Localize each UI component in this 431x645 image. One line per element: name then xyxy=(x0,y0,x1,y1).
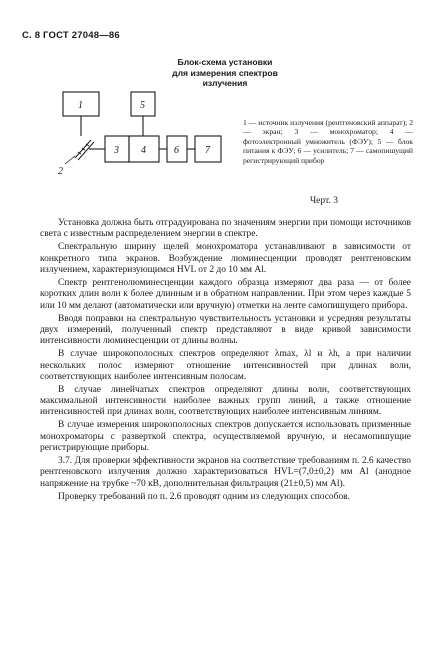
figure-label: Черт. 3 xyxy=(310,196,338,206)
screen-2 xyxy=(75,140,94,160)
screen-2-leader xyxy=(65,156,75,164)
body-text xyxy=(40,218,411,505)
paragraph: Вводя поправки на спектральную чувствительность установки и усредняя результаты двух измерений, полученный спектр представляют в виде кривой зависимости интенсивности люминесценции от длины волны. xyxy=(40,313,411,347)
paragraph: Проверку требований по п. 2.6 проводят одним из следующих способов. xyxy=(58,491,350,502)
paragraph: В случае широкополосных спектров определяют λmax, λl и λh, а при наличии нескольких полос измеряют отношение интенсивностей при длинах волн, соответствующих наиболее интенсивным полосам. xyxy=(40,349,411,382)
paragraph: Спектральную ширину щелей монохроматора устанавливают в зависимости от конкретного типа экранов. Возбуждение люминесценции проводят рентгеновским излучением, характеризующимся HVL от 2 до 10 мм Al. xyxy=(40,242,411,275)
block-3-label: 3 xyxy=(114,145,119,156)
paragraph: Установка должна быть отградуирована по значениям энергии при помощи источников света с известным распределением энергии в спектре. xyxy=(40,218,411,240)
figure-caption xyxy=(150,57,300,89)
block-6-label: 6 xyxy=(174,145,179,156)
paragraph: В случае линейчатых спектров определяют длины волн, соответствующих максимальной интенсивности наиболее важных групп линий, а также отношение интенсивностей при длинах волн, соответствующих наиболее интенсивным линиям. xyxy=(40,384,411,418)
caption-line: излучения xyxy=(202,78,248,88)
paragraph: Спектр рентгенолюминесценции каждого образца измеряют два раза — от более коротких длин волн к более длинным и в обратном направлении. При этом через каждые 5 или 10 мм делают (автоматически или вручную) отметки на ленте самопишущего прибора. xyxy=(40,277,411,311)
block-diagram xyxy=(45,88,245,188)
block-1-label: 1 xyxy=(78,100,83,111)
figure-legend: 1 — источник излучения (рентгеновский аппарат); 2 — экран; 3 — монохроматор; 4 — фотоэлектронный умножитель (ФЭУ); 5 — блок питания к ФЭУ; 6 — усилитель; 7 — самопишущий регистрирующий прибор xyxy=(243,118,413,165)
block-2-label: 2 xyxy=(58,166,63,177)
block-7-label: 7 xyxy=(205,145,210,156)
caption-line: для измерения спектров xyxy=(172,67,278,78)
page-header: С. 8 ГОСТ 27048—86 xyxy=(22,30,120,41)
block-5-label: 5 xyxy=(140,100,145,111)
paragraph: 3.7. Для проверки эффективности экранов на соответствие требованиям п. 2.6 качество рентгеновского излучения должно характеризоваться HVL=(7,0±0,2) мм Al (анодное напряжение на трубке ~70 кВ, дополнительная фильтрация (21±0,5) мм Al). xyxy=(40,456,411,489)
paragraph: В случае измерения широкополосных спектров допускается использовать призменные монохроматоры с разверткой спектра, осуществляемой вручную, и несамопишущие регистрирующие приборы. xyxy=(40,420,411,454)
caption-line: Блок-схема установки xyxy=(177,57,273,67)
block-4-label: 4 xyxy=(141,145,146,156)
